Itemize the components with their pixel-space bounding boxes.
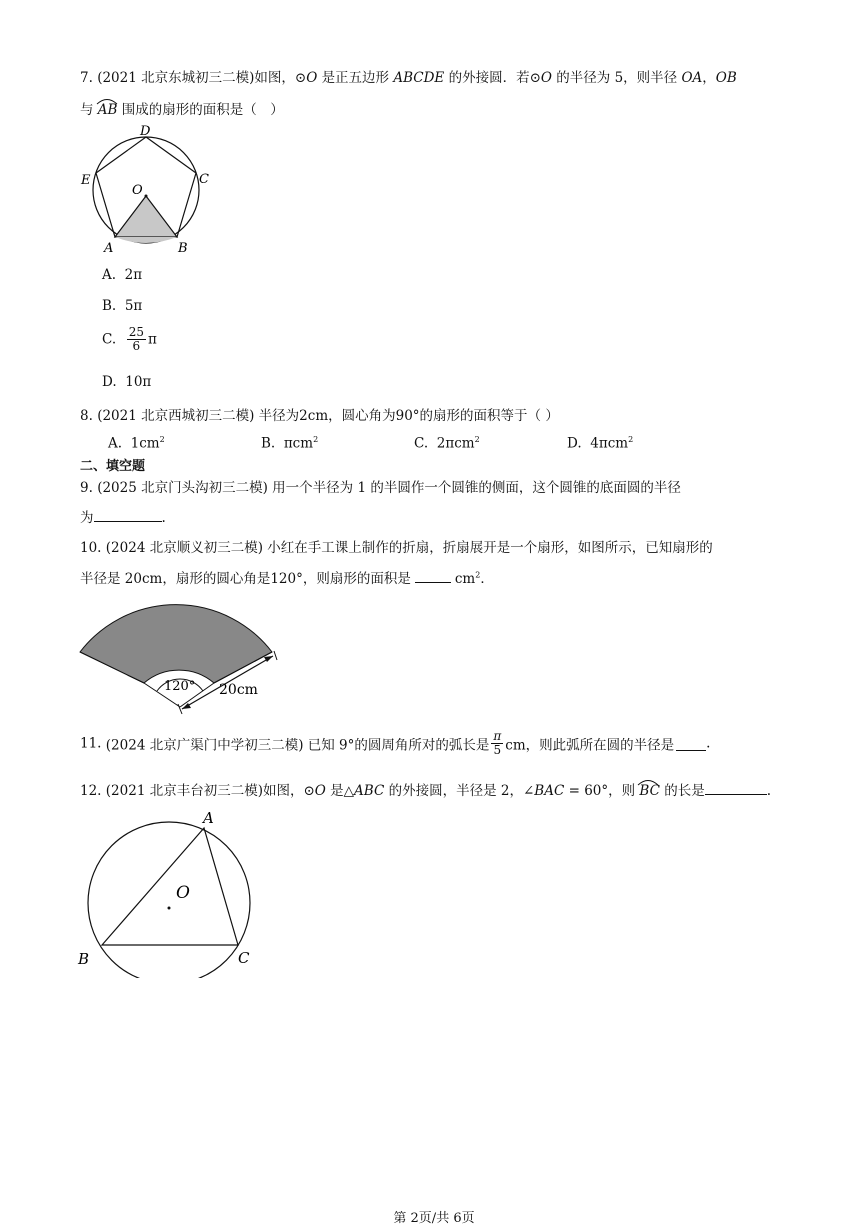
q7-text-d: 的半径为 5，则半径 [556, 70, 678, 86]
fraction-denominator: 5 [493, 743, 502, 758]
q7-line1 [80, 66, 737, 86]
q7-arc-label: AB [97, 102, 118, 118]
q11-text-a: 已知 9°的圆周角所对的弧长是 [307, 737, 490, 754]
q12-text-b: 是△ [330, 783, 355, 799]
option-letter: A. [102, 267, 117, 283]
q7-shaded-sector [115, 196, 177, 237]
arc-mark-icon [96, 97, 118, 105]
option-value: πcm [283, 435, 314, 452]
q11-line [80, 730, 710, 757]
q12-text-c: 的外接圆，半径是 2，∠ [388, 783, 535, 799]
q9-answer-blank[interactable] [94, 508, 162, 523]
q9-source: (2025 北京门头沟初三二模) [97, 480, 268, 496]
q9-line2 [80, 506, 166, 526]
q9-end: . [161, 510, 166, 526]
q12-o: O [314, 783, 326, 799]
q12-arc-label: BC [639, 783, 660, 799]
q10-fan-sector [80, 605, 272, 683]
q10-angle-label: 120° [164, 679, 196, 694]
q7-o: O [306, 70, 318, 86]
option-letter: A. [108, 435, 123, 452]
q8-number: 8. [80, 408, 93, 424]
q10-number: 10. [80, 540, 102, 556]
q10-text: 小红在手工课上制作的折扇，折扇展开是一个扇形，如图所示，已知扇形的 [267, 540, 713, 556]
q12-source: (2021 北京丰台初三二模) [105, 783, 263, 799]
option-letter: C. [414, 435, 429, 452]
option-value: 2π [124, 267, 143, 283]
q7-center-dot [145, 195, 148, 198]
q11-number: 11. [80, 735, 102, 752]
q7-label-e: E [81, 173, 91, 188]
q7-ob: OB [715, 70, 737, 86]
q10-end: ． [480, 571, 494, 587]
q7-label-c: C [199, 172, 209, 187]
q7-label-a: A [104, 241, 114, 256]
q7-option-a[interactable] [102, 267, 142, 283]
q9-number: 9. [80, 480, 93, 496]
q11-answer-blank[interactable] [676, 736, 706, 751]
q7-abcde: ABCDE [393, 70, 445, 86]
q10-unit: cm [454, 571, 476, 587]
q7-option-c-fraction [127, 326, 146, 353]
q7-oa: OA [681, 70, 703, 86]
option-value: π [148, 331, 157, 348]
q12-line [80, 779, 771, 799]
q11-text-b: cm，则此弧所在圆的半径是 [505, 737, 675, 754]
q10-answer-blank[interactable] [415, 569, 451, 584]
q7-line2 [80, 98, 284, 118]
q12-triangle [102, 828, 238, 945]
page-footer: 第 2页/共 6页 [393, 1211, 475, 1226]
q7-label-o: O [132, 183, 143, 198]
q7-arc-ab [98, 102, 118, 118]
q8-option-b[interactable] [261, 435, 318, 452]
q10-line2 [80, 567, 494, 587]
q9-text-2: 为 [80, 510, 94, 526]
option-sup: 2 [474, 435, 480, 444]
q7-source: (2021 北京东城初三二模) [97, 70, 255, 86]
q10-line1 [80, 536, 713, 556]
q11-fraction [491, 730, 503, 757]
q10-length-label: 20cm [219, 682, 258, 698]
q7-option-b[interactable] [102, 298, 142, 314]
q12-end: . [766, 783, 772, 799]
q10-unit-sup: 2 [475, 570, 481, 580]
q8-text: 半径为2cm，圆心角为90°的扇形的面积等于（ ） [258, 408, 559, 424]
section-title: 二、填空题 [80, 459, 146, 474]
option-sup: 2 [628, 435, 634, 444]
q12-text-d: = 60°，则 [568, 783, 636, 799]
option-value: 5π [124, 298, 143, 314]
q7-text-f: 围成的扇形的面积是（ ） [121, 102, 284, 118]
option-value: 4πcm [590, 435, 629, 452]
q7-label-b: B [178, 241, 188, 256]
q12-circle [88, 822, 250, 978]
fraction-denominator: 6 [132, 339, 141, 354]
q7-text-b: 是正五边形 [321, 70, 390, 86]
q12-abc: ABC [354, 783, 385, 799]
q7-figure [78, 124, 228, 256]
option-value: 1cm [130, 435, 160, 452]
q7-number: 7. [80, 70, 93, 86]
q8-option-d[interactable] [567, 435, 633, 452]
q7-option-c[interactable] [102, 326, 157, 353]
q7-shaded-arc [115, 237, 177, 243]
q8-option-a[interactable] [108, 435, 165, 452]
q12-figure [74, 808, 264, 978]
q11-end: . [706, 735, 711, 752]
q12-bac: BAC [534, 783, 565, 799]
q11-source: (2024 北京广渠门中学初三二模) [105, 737, 304, 754]
q10-source: (2024 北京顺义初三二模) [105, 540, 263, 556]
q7-label-d: D [140, 124, 151, 139]
q10-text-2: 半径是 20cm，扇形的圆心角是120°，则扇形的面积是 [80, 571, 411, 587]
q12-arc-bc [639, 783, 660, 799]
q8-option-c[interactable] [414, 435, 480, 452]
q12-center-dot [168, 907, 171, 910]
fraction-numerator: π [493, 729, 502, 743]
q7-text-c: 的外接圆．若⊙ [448, 70, 541, 86]
q10-figure [74, 590, 284, 716]
q12-answer-blank[interactable] [705, 781, 767, 796]
option-letter: C. [102, 331, 117, 348]
q12-label-b: B [78, 950, 90, 968]
option-letter: B. [102, 298, 117, 314]
option-letter: B. [261, 435, 276, 452]
option-value: 10π [125, 374, 152, 390]
q12-number: 12. [80, 783, 102, 799]
q9-text: 用一个半径为 1 的半圆作一个圆锥的侧面，这个圆锥的底面圆的半径 [272, 480, 681, 496]
q12-text-a: 如图，⊙ [262, 783, 315, 799]
q10-tick-top [274, 651, 277, 660]
option-letter: D. [102, 374, 117, 390]
q12-label-a: A [203, 809, 214, 827]
option-letter: D. [567, 435, 582, 452]
q7-o2: O [540, 70, 552, 86]
fraction-numerator: 25 [128, 325, 145, 339]
q8-source: (2021 北京西城初三二模) [97, 408, 255, 424]
option-value: 2πcm [436, 435, 475, 452]
option-sup: 2 [159, 435, 165, 444]
q9-line1 [80, 476, 681, 496]
q7-text-e: 与 [80, 102, 94, 118]
q12-label-c: C [238, 949, 250, 967]
arc-mark-icon [637, 778, 659, 786]
option-sup: 2 [313, 435, 319, 444]
q12-text-e: 的长是 [664, 783, 705, 799]
q7-text-a: 如图，⊙ [254, 70, 307, 86]
q12-label-o: O [176, 883, 190, 903]
q7-comma: ， [702, 70, 716, 86]
q7-option-d[interactable] [102, 374, 151, 390]
q8-line1 [80, 404, 559, 424]
